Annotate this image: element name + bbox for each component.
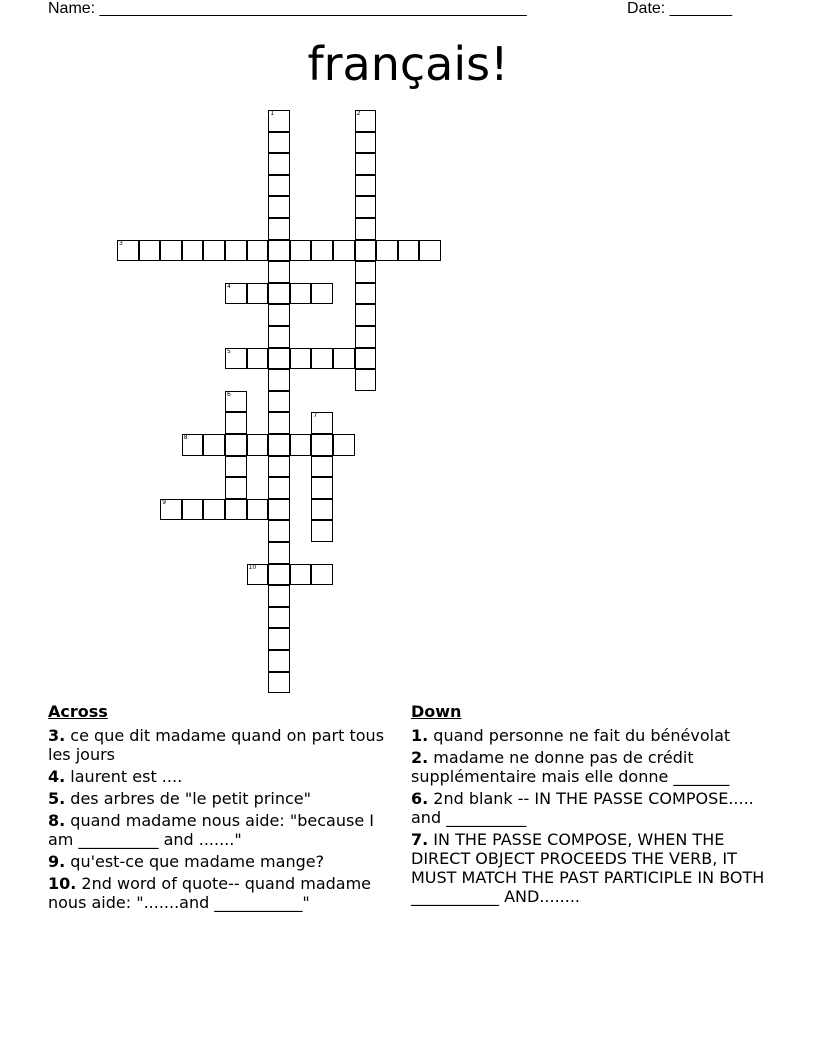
grid-cell[interactable]	[268, 542, 290, 564]
clue-number: 2	[356, 110, 361, 117]
clue-text: IN THE PASSE COMPOSE, WHEN THE DIRECT OBJECT PROCEEDS THE VERB, IT MUST MATCH THE PAST PARTICIPLE IN BOTH ___________ AND........	[411, 830, 765, 906]
clue-number: 5.	[48, 789, 66, 808]
grid-cell[interactable]	[333, 434, 355, 456]
clue-number: 9.	[48, 852, 66, 871]
across-clue	[48, 789, 393, 808]
grid-cell[interactable]	[268, 585, 290, 607]
grid-cell[interactable]	[311, 434, 333, 456]
clue-number: 9	[162, 498, 167, 506]
down-clue	[411, 830, 776, 906]
clue-number: 1	[270, 110, 275, 117]
grid-cell[interactable]	[182, 434, 204, 456]
clue-number: 7	[313, 412, 318, 420]
down-clues	[411, 702, 776, 909]
grid-cell[interactable]	[355, 326, 377, 348]
grid-cell[interactable]	[333, 240, 355, 262]
across-clue-list	[48, 726, 393, 912]
grid-cell[interactable]	[117, 240, 139, 262]
grid-cell[interactable]	[311, 283, 333, 305]
clue-number: 3.	[48, 726, 66, 745]
clue-number: 6.	[411, 789, 429, 808]
grid-cell[interactable]	[268, 607, 290, 629]
grid-cell[interactable]	[290, 240, 312, 262]
grid-cell[interactable]	[225, 477, 247, 499]
clue-number: 8.	[48, 811, 66, 830]
grid-cell[interactable]	[160, 240, 182, 262]
grid-cell[interactable]	[419, 240, 441, 262]
grid-cell[interactable]	[203, 499, 225, 521]
grid-cell[interactable]	[225, 348, 247, 370]
grid-cell[interactable]	[247, 240, 269, 262]
grid-cell[interactable]	[247, 434, 269, 456]
down-heading: Down	[411, 702, 462, 721]
clue-text: quand personne ne fait du bénévolat	[428, 726, 731, 745]
grid-cell[interactable]	[355, 218, 377, 240]
grid-cell[interactable]	[268, 240, 290, 262]
down-clue	[411, 726, 776, 745]
grid-cell[interactable]	[268, 412, 290, 434]
grid-cell[interactable]	[268, 369, 290, 391]
grid-cell[interactable]	[268, 261, 290, 283]
grid-cell[interactable]	[268, 326, 290, 348]
across-clue	[48, 767, 393, 786]
grid-cell[interactable]	[355, 153, 377, 175]
grid-cell[interactable]	[268, 391, 290, 413]
grid-cell[interactable]	[247, 348, 269, 370]
clue-number: 2.	[411, 748, 429, 767]
clue-text: qu'est-ce que madame mange?	[65, 852, 325, 871]
grid-cell[interactable]	[355, 175, 377, 197]
grid-cell[interactable]	[268, 132, 290, 154]
grid-cell[interactable]	[355, 240, 377, 262]
across-clue	[48, 811, 393, 849]
clue-text: quand madame nous aide: "because I am __________ and ......."	[48, 811, 374, 849]
across-clue	[48, 726, 393, 764]
grid-cell[interactable]	[268, 520, 290, 542]
name-field-label: Name: ________________________________________________	[48, 0, 527, 17]
grid-cell[interactable]	[333, 348, 355, 370]
clue-number: 10.	[48, 874, 77, 893]
clue-text: des arbres de "le petit prince"	[65, 789, 311, 808]
grid-cell[interactable]	[268, 304, 290, 326]
grid-cell[interactable]	[225, 456, 247, 478]
across-clue	[48, 874, 393, 912]
grid-cell[interactable]	[268, 456, 290, 478]
puzzle-title: français!	[307, 37, 509, 91]
grid-cell[interactable]	[355, 304, 377, 326]
grid-cell[interactable]	[268, 477, 290, 499]
across-clue	[48, 852, 393, 871]
grid-cell[interactable]	[311, 348, 333, 370]
clue-number: 3	[119, 239, 123, 247]
grid-cell[interactable]	[268, 196, 290, 218]
clue-text: laurent est ....	[65, 767, 183, 786]
grid-cell[interactable]	[268, 499, 290, 521]
grid-cell[interactable]	[268, 564, 290, 586]
grid-cell[interactable]	[355, 369, 377, 391]
grid-cell[interactable]	[225, 499, 247, 521]
grid-cell[interactable]	[268, 283, 290, 305]
grid-cell[interactable]	[311, 520, 333, 542]
grid-cell[interactable]	[225, 391, 247, 413]
grid-cell[interactable]	[268, 175, 290, 197]
grid-cell[interactable]	[225, 240, 247, 262]
clue-number: 4	[227, 282, 231, 290]
grid-cell[interactable]	[290, 434, 312, 456]
grid-cell[interactable]	[355, 348, 377, 370]
clue-number: 1.	[411, 726, 429, 745]
grid-cell[interactable]	[355, 196, 377, 218]
clue-number: 4.	[48, 767, 66, 786]
grid-cell[interactable]	[139, 240, 161, 262]
grid-cell[interactable]	[311, 499, 333, 521]
grid-cell[interactable]	[247, 499, 269, 521]
date-field-label: Date: _______	[627, 0, 732, 17]
grid-cell[interactable]	[268, 218, 290, 240]
clue-number: 10	[248, 563, 257, 571]
grid-cell[interactable]	[182, 240, 204, 262]
clue-text: 2nd blank -- IN THE PASSE COMPOSE..... and __________	[411, 789, 754, 827]
grid-cell[interactable]	[160, 499, 182, 521]
clue-text: ce que dit madame quand on part tous les jours	[48, 726, 385, 764]
down-clue	[411, 748, 776, 786]
grid-cell[interactable]	[225, 412, 247, 434]
grid-cell[interactable]	[268, 650, 290, 672]
grid-cell[interactable]	[268, 110, 290, 132]
grid-cell[interactable]	[355, 110, 377, 132]
grid-cell[interactable]	[290, 283, 312, 305]
grid-cell[interactable]	[225, 283, 247, 305]
across-heading: Across	[48, 702, 108, 721]
across-clues	[48, 702, 393, 915]
grid-cell[interactable]	[268, 628, 290, 650]
grid-cell[interactable]	[225, 434, 247, 456]
clue-text: madame ne donne pas de crédit supplémentaire mais elle donne _______	[411, 748, 730, 786]
clue-text: 2nd word of quote-- quand madame nous aide: ".......and ___________"	[48, 874, 372, 912]
grid-cell[interactable]	[355, 283, 377, 305]
grid-cell[interactable]	[376, 240, 398, 262]
grid-cell[interactable]	[247, 564, 269, 586]
grid-cell[interactable]	[311, 564, 333, 586]
grid-cell[interactable]	[203, 434, 225, 456]
grid-cell[interactable]	[203, 240, 225, 262]
grid-cell[interactable]	[311, 477, 333, 499]
grid-cell[interactable]	[290, 348, 312, 370]
grid-cell[interactable]	[311, 240, 333, 262]
grid-cell[interactable]	[355, 132, 377, 154]
grid-cell[interactable]	[182, 499, 204, 521]
grid-cell[interactable]	[268, 672, 290, 694]
clue-number: 6	[227, 390, 231, 398]
grid-cell[interactable]	[268, 348, 290, 370]
clue-number: 5	[227, 347, 231, 355]
down-clue-list	[411, 726, 776, 906]
clue-number: 8	[183, 434, 188, 441]
grid-cell[interactable]	[398, 240, 420, 262]
grid-cell[interactable]	[290, 564, 312, 586]
down-clue	[411, 789, 776, 827]
clue-number: 7.	[411, 830, 429, 849]
grid-cell[interactable]	[311, 412, 333, 434]
grid-cell[interactable]	[311, 456, 333, 478]
grid-cell[interactable]	[268, 153, 290, 175]
grid-cell[interactable]	[268, 434, 290, 456]
grid-cell[interactable]	[247, 283, 269, 305]
grid-cell[interactable]	[355, 261, 377, 283]
